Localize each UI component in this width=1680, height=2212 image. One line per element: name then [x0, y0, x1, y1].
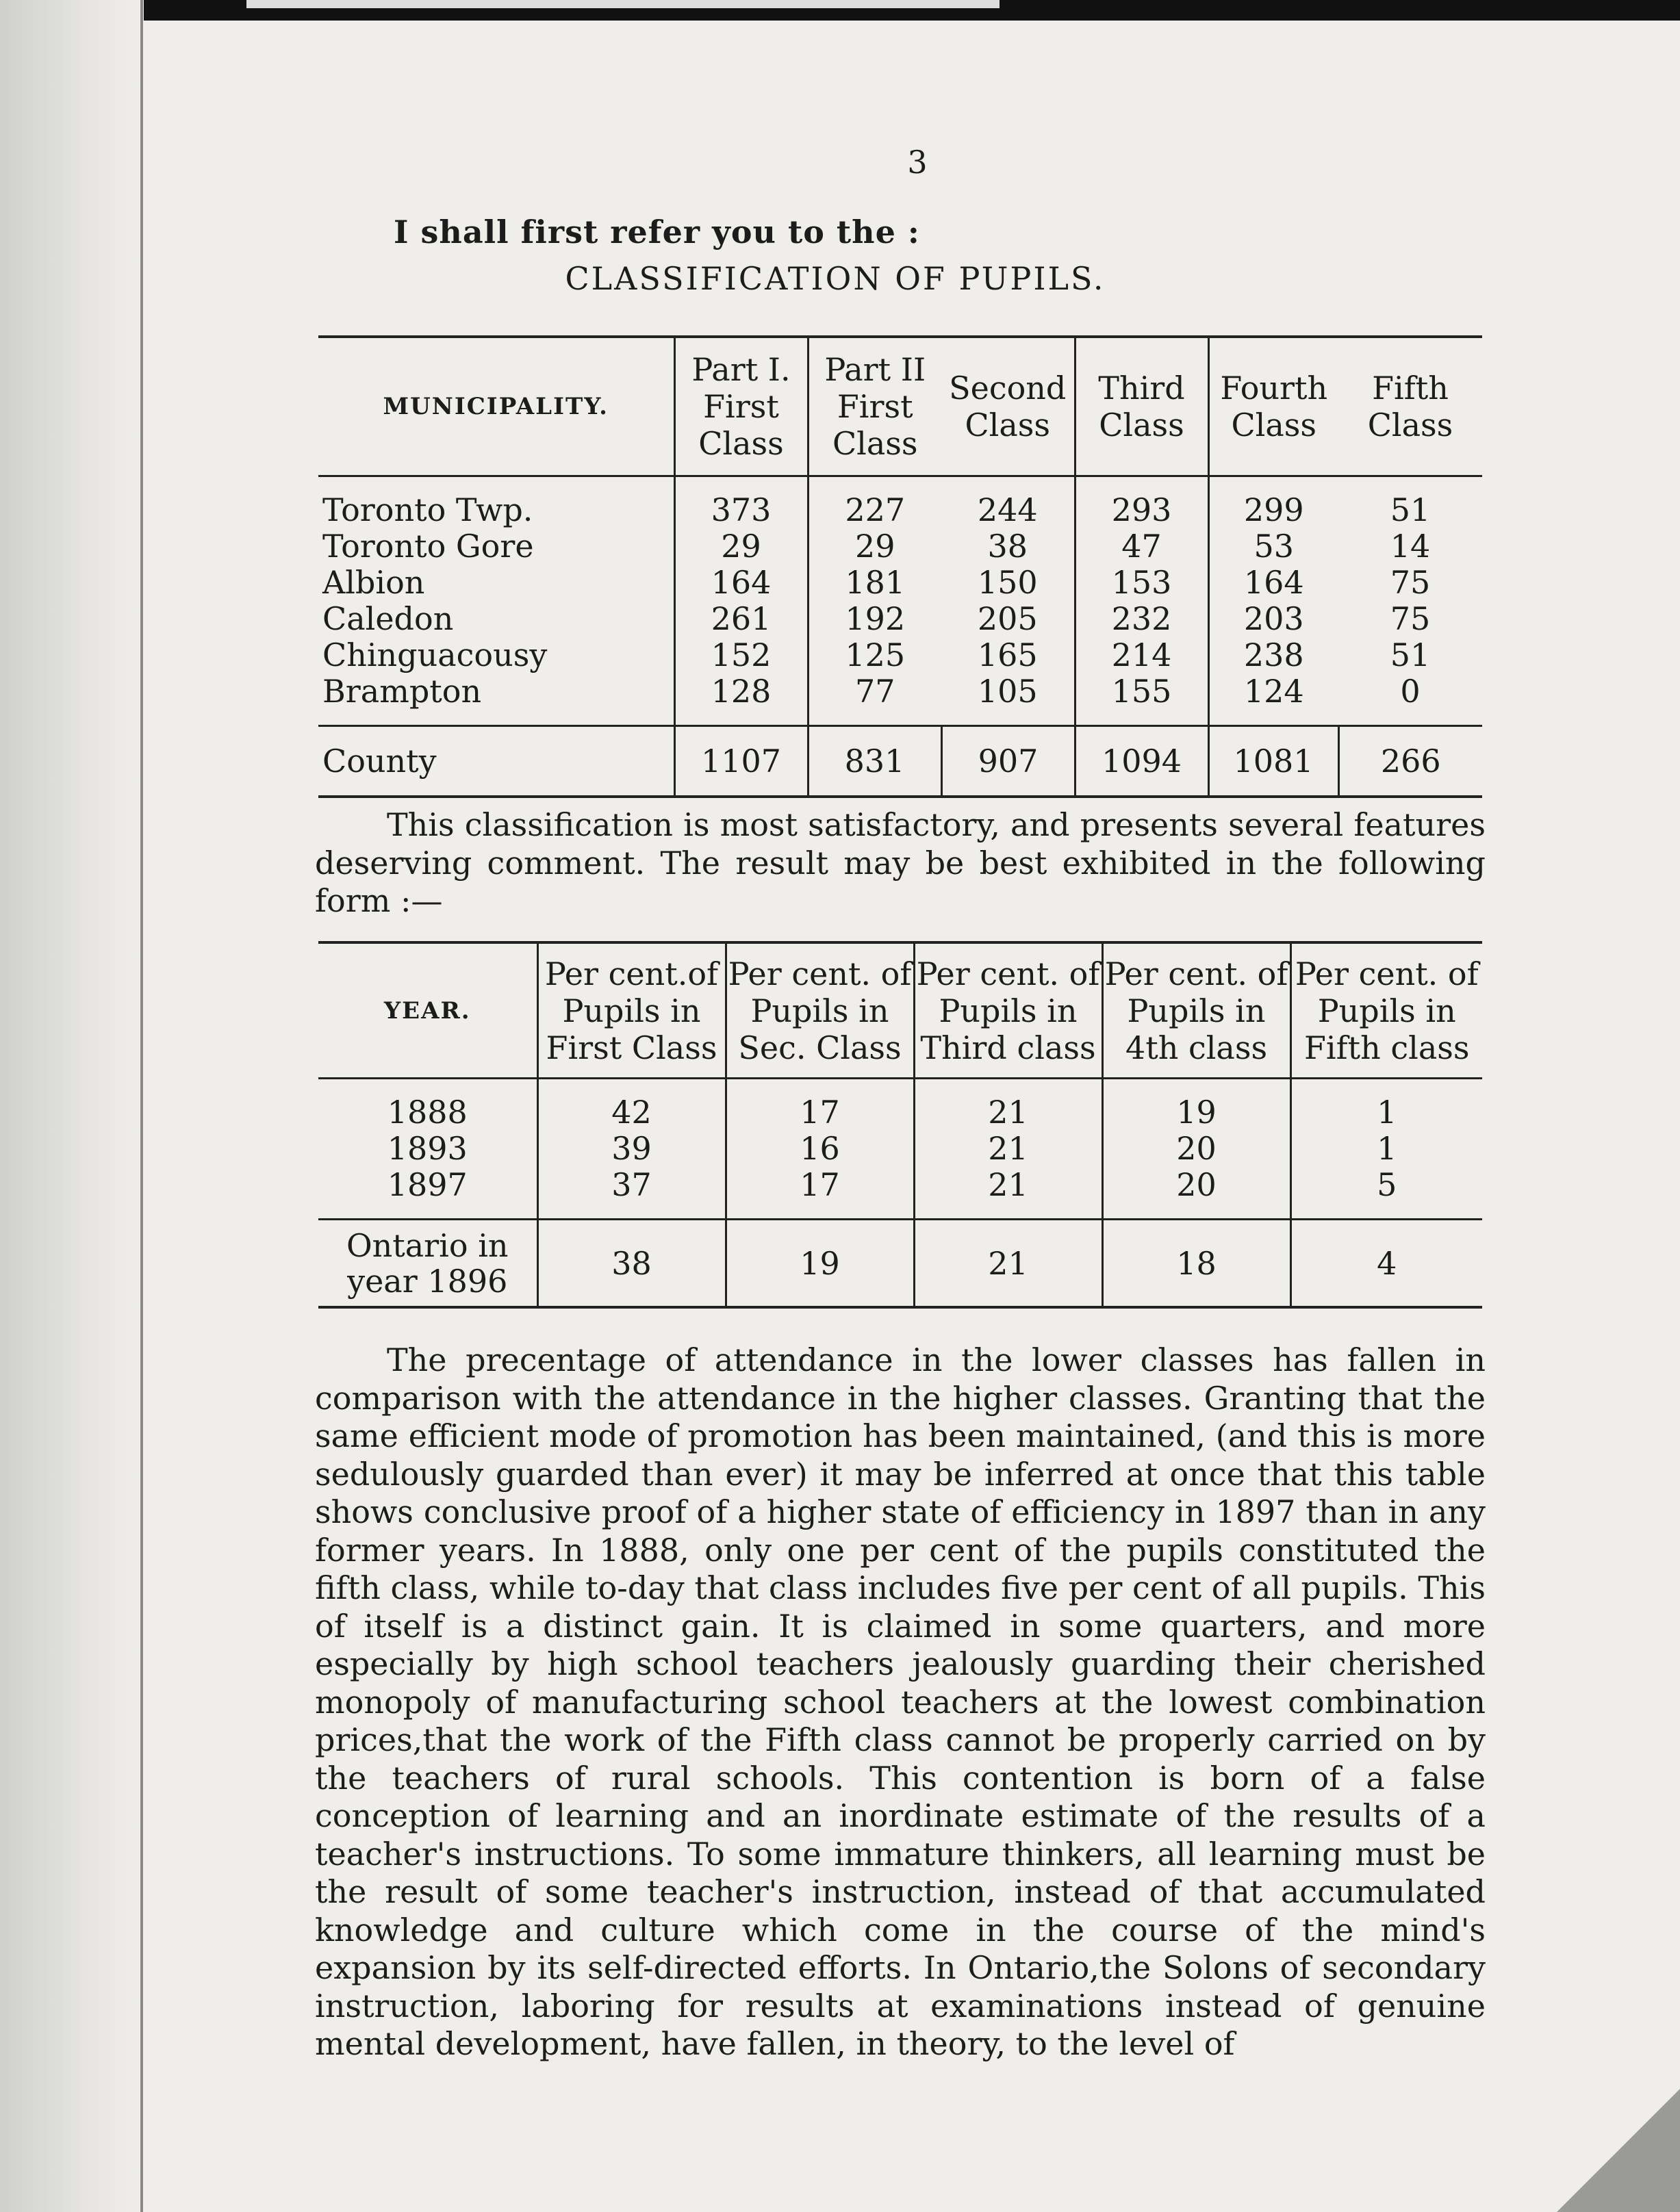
table-cell: 181	[808, 565, 941, 601]
table-cell: 1081	[1208, 726, 1338, 797]
table-row	[318, 601, 1482, 637]
table-cell: 164	[1208, 565, 1338, 601]
table-header-row	[318, 337, 1482, 476]
table-cell: 203	[1208, 601, 1338, 637]
table-cell: 19	[726, 1220, 914, 1308]
header-fourth: Fourth Class	[1208, 337, 1338, 476]
table-cell: 1	[1290, 1079, 1482, 1131]
table-row	[318, 1079, 1482, 1131]
table-cell: 165	[977, 636, 1038, 673]
table-cell: 205	[977, 600, 1038, 637]
page-number: 3	[907, 144, 928, 181]
table-title: CLASSIFICATION OF PUPILS.	[565, 260, 1106, 297]
table-total-row	[318, 726, 1482, 797]
table-cell: 155	[1075, 673, 1208, 726]
table-cell: 21	[914, 1079, 1102, 1131]
header-second-percent: Per cent. of Pupils in Sec. Class	[726, 942, 914, 1079]
table-cell: 232	[1075, 601, 1208, 637]
page-binding-edge	[140, 0, 143, 2212]
table-cell: 373	[674, 476, 808, 529]
header-year: YEAR.	[318, 942, 537, 1079]
table-cell: 214	[1075, 637, 1208, 673]
table-cell: 152	[674, 637, 808, 673]
table-cell: 227	[808, 476, 941, 529]
table-cell: 0	[1400, 673, 1421, 710]
header-fifth-percent: Per cent. of Pupils in Fifth class	[1290, 942, 1482, 1079]
table-row	[318, 1167, 1482, 1220]
header-third: Third Class	[1075, 337, 1208, 476]
table-cell: 299	[1208, 476, 1338, 529]
table-row	[318, 528, 1482, 565]
paragraph-attendance-discussion: The precentage of attendance in the lower classes has fallen in comparison with the attendance in the higher classes. Granting that the same efficient mode of promotion has been maintained, (and this is more sedulously guarded than ever) it may be inferred at once that this table shows conclusive proof of a higher state of efficiency in 1897 than in any former years. In 1888, only one per cent of the pupils constituted the fifth class, while to-day that class includes five per cent of all pupils. This of itself is a distinct gain. It is claimed in some quarters, and more especially by high school teachers jealously guarding their cherished monopoly of manufacturing school teachers at the lowest combination prices,that the work of the Fifth class cannot be properly carried on by the teachers of rural schools. This contention is born of a false conception of learning and an inordinate estimate of the results of a teacher's instructions. To some immature thinkers, all learning must be the result of some teacher's instruction, instead of that accumulated knowledge and culture which come in the course of the mind's expansion by its self-directed efforts. In Ontario,the Solons of secondary instruction, laboring for results at examinations instead of genuine mental development, have fallen, in theory, to the level of	[315, 1341, 1486, 2062]
table-row	[318, 476, 1482, 529]
table-cell: 164	[674, 565, 808, 601]
scan-top-gap	[246, 0, 1000, 8]
table-cell: 21	[914, 1167, 1102, 1220]
table-cell: 29	[674, 528, 808, 565]
table-row	[318, 565, 1482, 601]
table-cell: 51	[1390, 636, 1431, 673]
table-cell: 261	[674, 601, 808, 637]
municipality-name: Chinguacousy	[322, 636, 548, 673]
header-municipality: MUNICIPALITY.	[318, 337, 674, 476]
header-second: Second Class	[941, 337, 1075, 476]
table-cell: 266	[1338, 726, 1482, 797]
table-cell: 1094	[1075, 726, 1208, 797]
table-cell: 238	[1208, 637, 1338, 673]
table-cell: 75	[1390, 564, 1431, 601]
table-cell: 75	[1390, 600, 1431, 637]
table-cell: 4	[1290, 1220, 1482, 1308]
intro-line: I shall first refer you to the :	[394, 214, 920, 250]
table-cell: 5	[1290, 1167, 1482, 1220]
table-cell: 17	[726, 1167, 914, 1220]
table-cell: 831	[808, 726, 941, 797]
table-cell: 244	[977, 491, 1038, 528]
table-cell: 51	[1390, 491, 1431, 528]
table-cell: 1	[1290, 1131, 1482, 1167]
table-cell: 18	[1102, 1220, 1290, 1308]
table-cell: 20	[1102, 1131, 1290, 1167]
table-cell: 124	[1208, 673, 1338, 726]
page-corner-fold	[1557, 2089, 1680, 2212]
table-cell: 125	[808, 637, 941, 673]
table-cell: 20	[1102, 1167, 1290, 1220]
table-cell: 16	[726, 1131, 914, 1167]
table-cell: 153	[1075, 565, 1208, 601]
year-cell: 1888	[387, 1094, 468, 1131]
table-cell: 192	[808, 601, 941, 637]
municipality-name: Brampton	[322, 673, 482, 710]
table-cell: 77	[808, 673, 941, 726]
classification-table	[318, 335, 1482, 798]
table-cell: 907	[941, 726, 1075, 797]
table-cell: 128	[674, 673, 808, 726]
header-part1-first: Part I. First Class	[674, 337, 808, 476]
year-cell: 1893	[387, 1130, 468, 1167]
table-total-row	[318, 1220, 1482, 1308]
paragraph-classification-comment: This classification is most satisfactory, and presents several features deserving comment. The result may be best exhibited in the following form :—	[315, 806, 1486, 919]
year-cell: 1897	[387, 1166, 468, 1203]
table-row	[318, 1131, 1482, 1167]
header-fifth: Fifth Class	[1338, 337, 1482, 476]
municipality-name: Toronto Gore	[322, 528, 534, 565]
table-cell: 293	[1075, 476, 1208, 529]
table-cell: 17	[726, 1079, 914, 1131]
municipality-name: Toronto Twp.	[322, 491, 533, 528]
table-cell: 105	[977, 673, 1038, 710]
table-cell: 21	[914, 1131, 1102, 1167]
table-cell: 42	[537, 1079, 726, 1131]
header-fourth-percent: Per cent. of Pupils in 4th class	[1102, 942, 1290, 1079]
table-cell: 29	[808, 528, 941, 565]
table-cell: 47	[1075, 528, 1208, 565]
table-cell: 14	[1390, 528, 1431, 565]
table-row	[318, 673, 1482, 726]
table-cell: 53	[1208, 528, 1338, 565]
table-cell: 1107	[674, 726, 808, 797]
header-part2-first: Part II First Class	[808, 337, 941, 476]
municipality-name: Caledon	[322, 600, 454, 637]
table-cell: 37	[537, 1167, 726, 1220]
table-cell: 19	[1102, 1079, 1290, 1131]
table-header-row	[318, 942, 1482, 1079]
percent-table	[318, 941, 1482, 1309]
table-cell: 38	[987, 528, 1028, 565]
table-cell: 39	[537, 1131, 726, 1167]
total-label: Ontario in year 1896	[318, 1220, 537, 1308]
table-cell: 38	[537, 1220, 726, 1308]
municipality-name: Albion	[322, 564, 425, 601]
table-cell: 21	[914, 1220, 1102, 1308]
total-label: County	[318, 726, 674, 797]
table-cell: 150	[977, 564, 1038, 601]
table-row	[318, 637, 1482, 673]
header-third-percent: Per cent. of Pupils in Third class	[914, 942, 1102, 1079]
header-first-percent: Per cent.of Pupils in First Class	[537, 942, 726, 1079]
scan-left-margin	[0, 0, 144, 2212]
